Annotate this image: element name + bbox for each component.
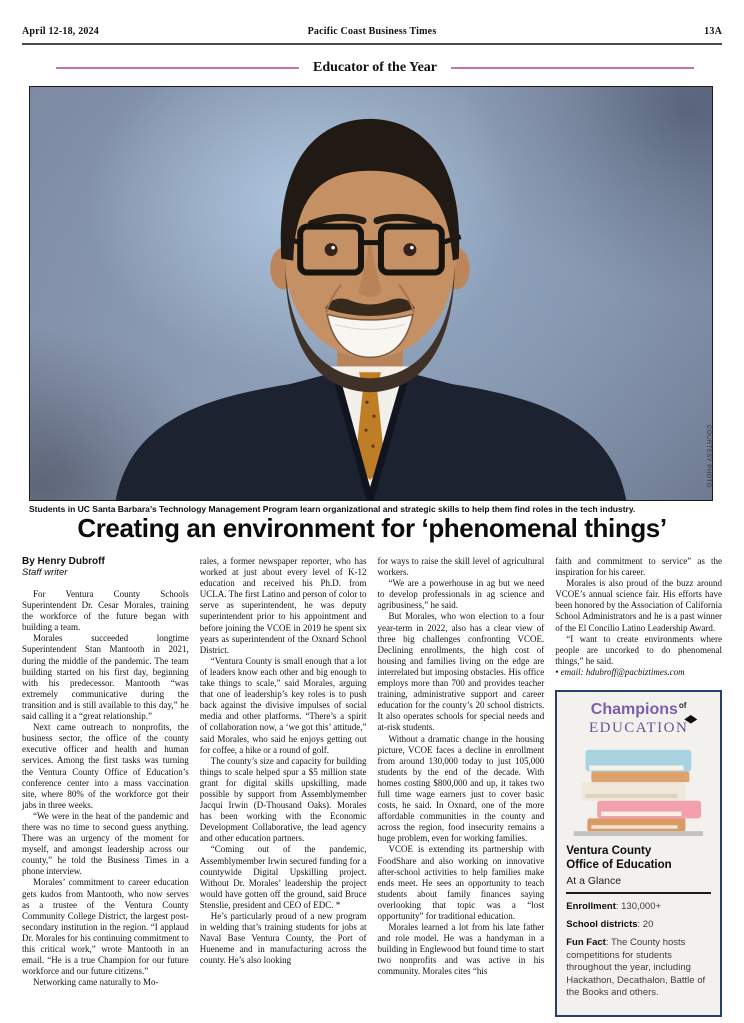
logo-champions: Champions (590, 701, 678, 719)
glance-subtitle: At a Glance (566, 874, 622, 887)
article-body (22, 556, 722, 1017)
champions-of-education-logo (566, 701, 711, 737)
portrait-illustration (30, 87, 712, 500)
column-1-text (22, 589, 189, 988)
books-stack-image (566, 741, 711, 839)
page-header (22, 27, 722, 45)
paragraph: Morales’ commitment to career education gets kudos from Mantooth, who now serves as a trustee of the Ventura County Community College District, the largest post-secondary institution in the region. “I applaud Dr. Morales for his continuing commitment to this critical work,” wrote Mantooth in an email. “He is a true Champion for our future workforce and our future citizens.” (22, 877, 189, 977)
photo-credit: COURTESY PHOTO (705, 424, 711, 488)
org-name: Ventura County Office of Education (566, 845, 672, 872)
column-3 (378, 556, 545, 1017)
paragraph: VCOE is extending its partnership with FoodShare and also working on innovative after-school activities to help families make ends meet. He sees an opportunity to teach students about family finances saying overlooking that topic was a “lost opportunity” for traditional education. (377, 844, 545, 921)
paragraph: “We are a powerhouse in ag but we need to develop professionals in ag science and agribusiness,” he said. (377, 578, 545, 611)
column-2 (200, 556, 367, 1017)
glance-facts (566, 901, 711, 999)
page-number: 13A (704, 26, 722, 37)
paragraph: Next came outreach to nonprofits, the business sector, the office of the county executive officer and health and human services. Among the first tasks was turning the Ventura County Office of Education’s conference center into a mass vaccination site, where 80% of the workforce got their jabs in three weeks. (22, 722, 189, 810)
glance-divider (566, 892, 711, 894)
paragraph: Networking came naturally to Mo- (33, 977, 159, 988)
logo-of: of (678, 701, 687, 711)
byline-author: By Henry Dubroff (22, 556, 105, 567)
portrait-photo (29, 86, 713, 501)
paragraph: He’s particularly proud of a new program in welding that’s training students for jobs at Naval Base Ventura County, the Port of Hueneme and in manufacturing across the county. He’s also looking (199, 911, 367, 966)
article-photo (29, 86, 713, 515)
paragraph: “Coming out of the pandemic, Assemblymember Irwin secured funding for a countywide Digital Upskilling project. Without Dr. Morales’ leadership the project would have gotten off the ground, said Bruce Stenslie, president and CEO of EDC. * (199, 844, 367, 910)
paragraph: For Ventura County Schools Superintendent Dr. Cesar Morales, training the workforce of the future began with building a team. (22, 589, 189, 633)
paragraph: “I want to create environments where people are uncorked to do phenomenal things,” he said. (555, 633, 722, 666)
photo-caption: Students in UC Santa Barbara’s Technology Management Program learn organizational and strategic skills to help them find roles in the tech industry. (29, 504, 636, 514)
paragraph: for ways to raise the skill level of agricultural workers. (377, 556, 545, 578)
article-headline: Creating an environment for ‘phenomenal things’ (77, 513, 667, 543)
issue-date: April 12-18, 2024 (22, 26, 100, 37)
column-1 (22, 556, 189, 1017)
paragraph: The county’s size and capacity for building things to scale helped spur a $5 million state grant for digital skills upskilling, made possible by support from Assemblymember Jacqui Irwin (D-Thousand Oaks). Morales has been working with the Economic Development Collaborative, the lead agency and other education partners. (199, 755, 367, 844)
at-a-glance-box (555, 690, 722, 1017)
paragraph: Without a dramatic change in the housing picture, VCOE faces a decline in enrollment from around 130,000 today to just 105,000 students by the end of the decade. With homes costing $800,000 and up, it takes two full time wage earners just to cover basic costs, he said. In Oxnard, one of the more affordable communities in the county and across the region, food insecurity remains a huge problem, even for working families. (377, 733, 545, 844)
paragraph: rales, a former newspaper reporter, who has worked at just about every level of K-12 education and received his Ph.D. from UCLA. The first Latino and person of color to serve as superintendent, he was deputy superintendent prior to his appointment and before joining the VCOE in 2019 he spent six years as superintendent of the Oxnard School District. (199, 556, 367, 655)
section-header (56, 60, 694, 76)
section-title: Educator of the Year (312, 60, 438, 75)
paragraph: Morales is also proud of the buzz around VCOE’s annual science fair. His efforts have been honored by the Association of California School Administrators and he is a past winner of the El Concilio Latino Leadership Award. (555, 578, 722, 633)
column-4-text (555, 556, 722, 678)
paragraph: faith and commitment to service” as the inspiration for his career. (555, 556, 722, 578)
byline-role: Staff writer (22, 567, 68, 578)
paragraph: Morales succeeded longtime Superintendent Stan Mantooth in 2021, during the middle of the pandemic. The team building started on his first day, beginning with his predecessor. Mantooth “was extremely communicative during the transition and is still available to this day,” he said calling it a “great relationship.” (22, 633, 189, 722)
column-4 (555, 556, 722, 1017)
paragraph: “We were in the heat of the pandemic and there was no time to second guess anything. There was an urgency of the moment for myself, and amongst leadership across our county,” he told the Business Times in a phone interview. (22, 810, 189, 877)
paragraph: • email: hdubroff@pacbiztimes.com (555, 666, 685, 677)
paragraph: But Morales, who won election to a four year-term in 2022, also has a clear view of three big challenges confronting VCOE. Declining enrollments, the high cost of housing and families living on the edge are interrelated but imposing obstacles. His office employs more than 700 and provides teacher training, administrative support and career education for the county’s 20 school districts. It also operates schools for special needs and at-risk students. (377, 611, 545, 733)
fact-row: School districts: 20 (566, 919, 654, 931)
fact-row: Fun Fact: The County hosts competitions for students throughout the year, including Hackathon, Decathalon, Battle of the Books and others. (566, 937, 706, 998)
paragraph: “Ventura County is small enough that a lot of leaders know each other and big enough to take things to scale,” said Morales, arguing that one of leadership’s key roles is to push back against the divisive impulses of social media and other platforms. “There’s a spirit of collaboration now, a ‘we got this’ attitude,” said Morales, who said he enjoys getting out for coffee, a hike or a round of golf. (199, 655, 367, 755)
fact-row: Enrollment: 130,000+ (566, 900, 662, 912)
byline-block (22, 556, 189, 578)
section-rule-left (56, 67, 299, 69)
publication-name: Pacific Coast Business Times (307, 26, 437, 37)
paragraph: Morales learned a lot from his late father and role model. He was a handyman in a building in Englewood but found time to start two nonprofits and was active in his community. Morales cites “his (377, 922, 545, 977)
logo-education: EDUCATION (589, 720, 688, 737)
section-rule-right (451, 67, 694, 69)
